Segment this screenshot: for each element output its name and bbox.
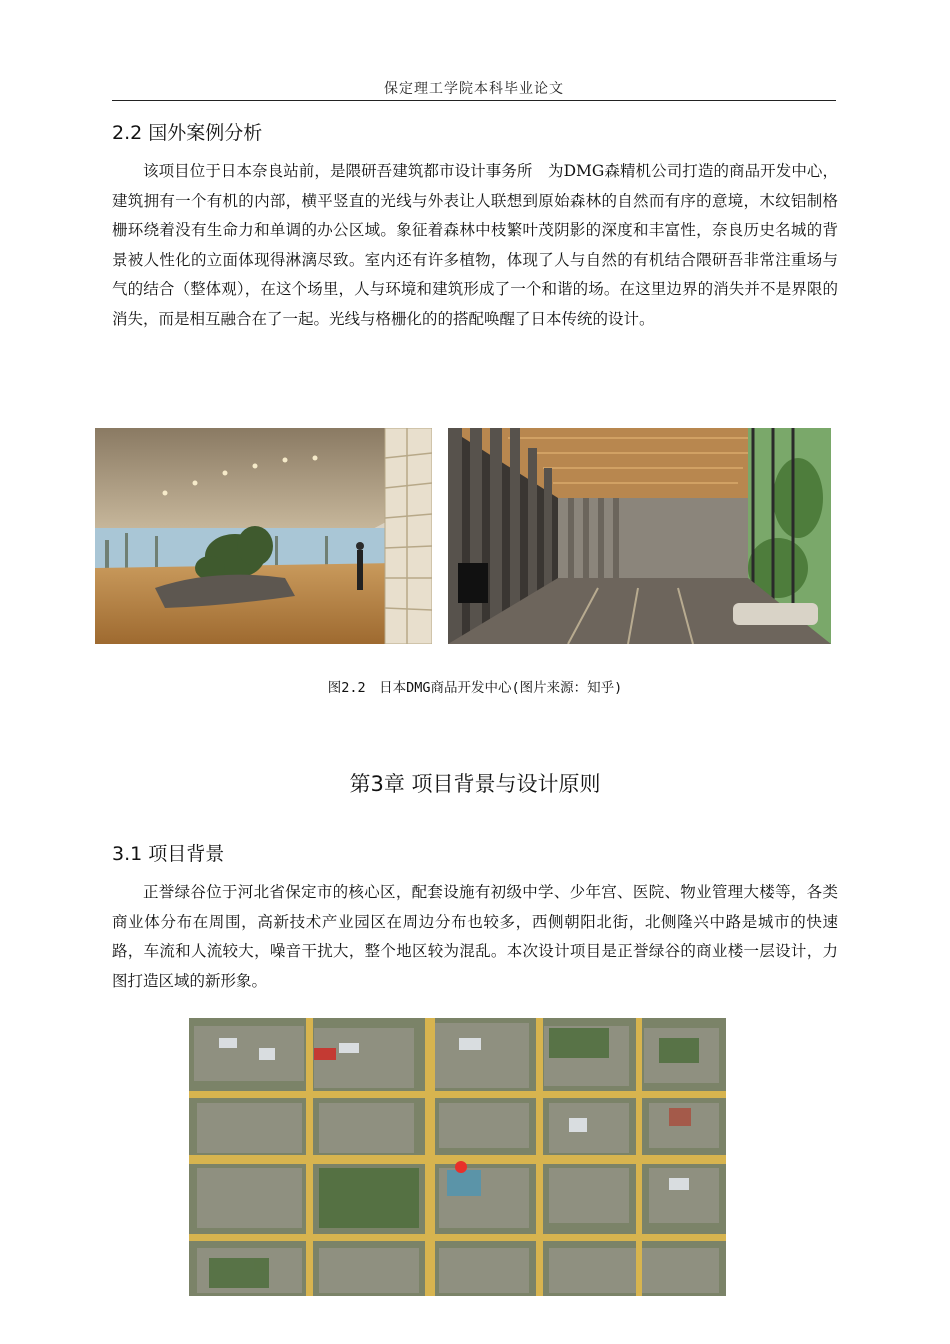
page-header: 保定理工学院本科毕业论文 [384, 81, 564, 97]
lobby-grille-photo-icon [448, 428, 831, 644]
project-location-marker [455, 1161, 467, 1173]
header-rule [112, 100, 836, 101]
interior-library-photo-icon [95, 428, 432, 644]
figure-2-2-interior-photo [95, 428, 432, 644]
site-satellite-map [189, 1018, 726, 1296]
satellite-map-icon [189, 1018, 726, 1296]
section-heading-3-1: 3.1 项目背景 [112, 843, 225, 865]
section-3-1-paragraph: 正誉绿谷位于河北省保定市的核心区，配套设施有初级中学、少年宫、医院、物业管理大楼等，各类商业体分布在周围，高新技术产业园区在周边分布也较多，西侧朝阳北街，北侧隆兴中路是城市的快速路，车流和人流较大，噪音干扰大，整个地区较为混乱。本次设计项目是正誉绿谷的商业楼一层设计，力图打造区域的新形象。 [112, 883, 838, 990]
section-2-2-paragraph: 该项目位于日本奈良站前，是隈研吾建筑都市设计事务所 为DMG森精机公司打造的商品开发中心，建筑拥有一个有机的内部，横平竖直的光线与外表让人联想到原始森林的自然而有序的意境，木纹铝制格栅环绕着没有生命力和单调的办公区域。象征着森林中枝繁叶茂阴影的深度和丰富性，奈良历史名城的背景被人性化的立面体现得淋漓尽致。室内还有许多植物，体现了人与自然的有机结合隈研吾非常注重场与气的结合（整体观），在这个场里，人与环境和建筑形成了一个和谐的场。在这里边界的消失并不是界限的消失，而是相互融合在了一起。光线与格栅化的的搭配唤醒了日本传统的设计。 [112, 162, 838, 328]
figure-2-2-caption: 图2.2 日本DMG商品开发中心(图片来源：知乎) [327, 680, 623, 696]
figure-2-2-lobby-photo [448, 428, 831, 644]
chapter-3-title: 第3章 项目背景与设计原则 [349, 772, 601, 796]
section-heading-2-2: 2.2 国外案例分析 [112, 122, 263, 144]
